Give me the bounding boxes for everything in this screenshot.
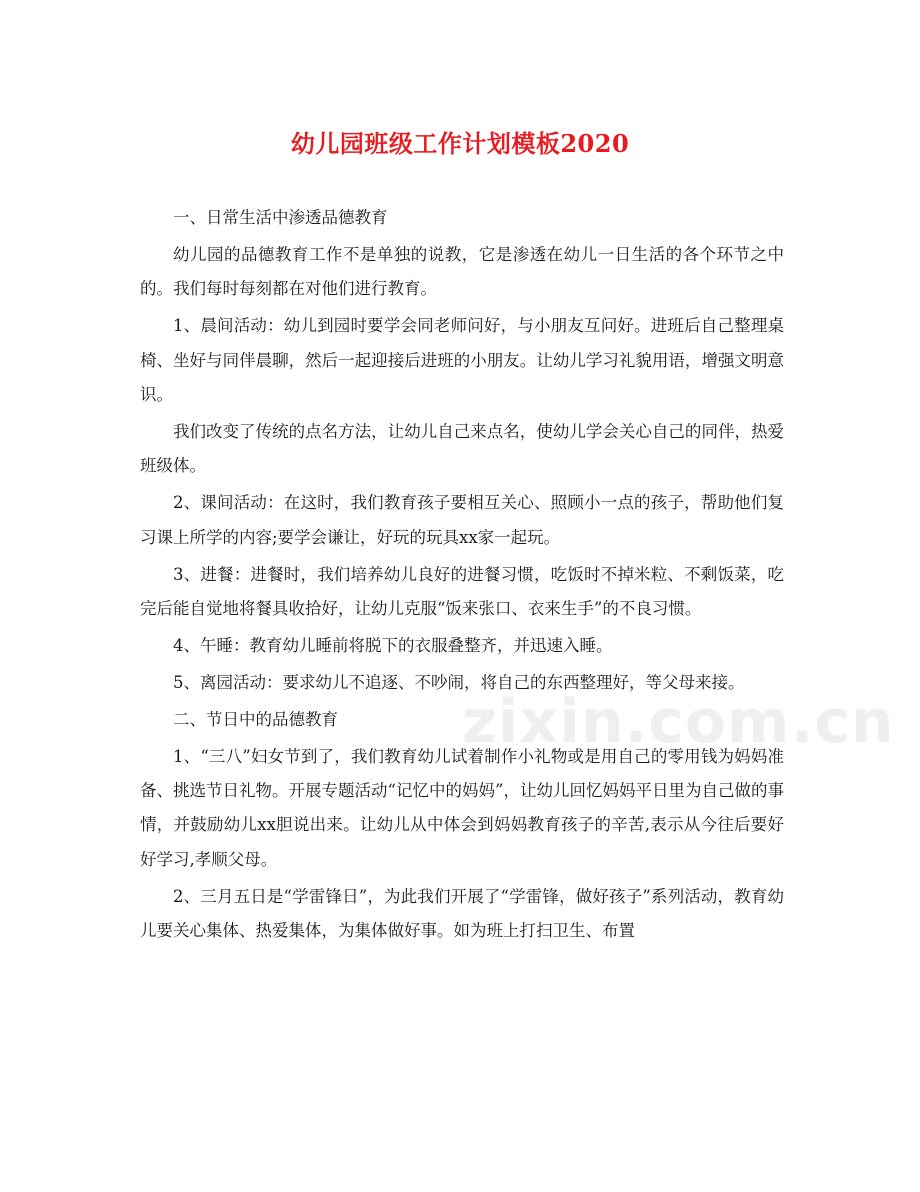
paragraph: 2、课间活动：在这时，我们教育孩子要相互关心、照顾小一点的孩子，帮助他们复习课上所学的内容;要学会谦让，好玩的玩具xx家一起玩。 — [140, 493, 784, 547]
paragraph: 幼儿园的品德教育工作不是单独的说教，它是渗透在幼儿一日生活的各个环节之中的。我们每时每刻都在对他们进行教育。 — [140, 244, 784, 299]
paragraph: 3、进餐：进餐时，我们培养幼儿良好的进餐习惯，吃饭时不掉米粒、不剩饭菜，吃完后能自觉地将餐具收拾好，让幼儿克服“饭来张口、衣来生手”的不良习惯。 — [140, 564, 784, 618]
paragraph: 4、午睡：教育幼儿睡前将脱下的衣服叠整齐，并迅速入睡。 — [173, 635, 613, 655]
section-heading: 一、日常生活中渗透品德教育 — [173, 208, 388, 227]
paragraph: 1、晨间活动：幼儿到园时要学会同老师问好，与小朋友互问好。进班后自己整理桌椅、坐好与同伴晨聊，然后一起迎接后进班的小朋友。让幼儿学习礼貌用语，增强文明意识。 — [140, 316, 784, 405]
section-heading: 二、节日中的品德教育 — [173, 709, 338, 729]
watermark: zixin.com.cn — [462, 687, 895, 757]
paragraph: 5、离园活动：要求幼儿不追逐、不吵闹，将自己的东西整理好，等父母来接。 — [173, 672, 745, 692]
paragraph: 我们改变了传统的点名方法，让幼儿自己来点名，使幼儿学会关心自己的同伴，热爱班级体。 — [140, 421, 784, 476]
paragraph: 1、“三八”妇女节到了，我们教育幼儿试着制作小礼物或是用自己的零用钱为妈妈准备、挑选节日礼物。开展专题活动“记忆中的妈妈”，让幼儿回忆妈妈平日里为自己做的事情，并鼓励幼儿xx胆说出来。让幼儿从中体会到妈妈教育孩子的辛苦,表示从今往后要好好学习,孝顺父母。 — [140, 746, 784, 869]
document-title: 幼儿园班级工作计划模板2020 — [290, 129, 630, 158]
document-body — [140, 201, 784, 951]
paragraph: 2、三月五日是“学雷锋日”，为此我们开展了“学雷锋，做好孩子”系列活动，教育幼儿要关心集体、热爱集体，为集体做好事。如为班上打扫卫生、布置 — [140, 886, 784, 941]
